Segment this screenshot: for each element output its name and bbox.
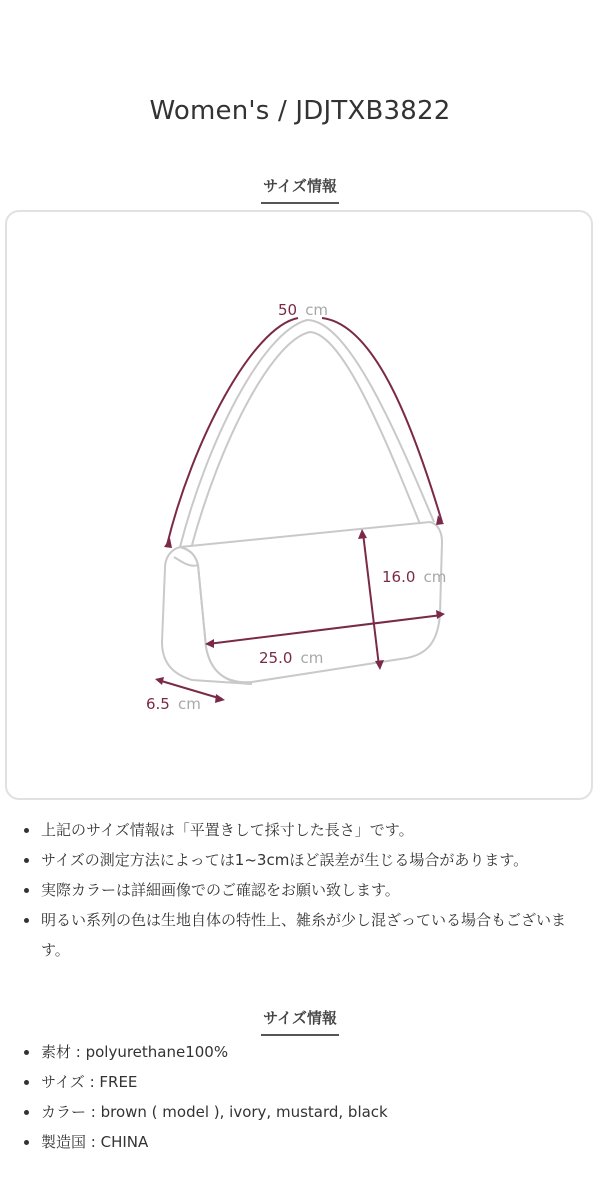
depth-value: 6.5 — [146, 695, 170, 713]
height-measure-line — [363, 533, 379, 666]
depth-measure-label — [146, 694, 201, 713]
strap-value: 50 — [278, 301, 298, 319]
bag-body-side — [162, 547, 252, 684]
size-notes-list — [22, 815, 592, 965]
strap-measure-label — [278, 300, 328, 319]
width-value: 25.0 — [259, 649, 293, 667]
width-measure-line — [208, 615, 442, 644]
list-item: 上記のサイズ情報は「平置きして採寸した長さ」です。 — [22, 815, 592, 845]
size-item: サイズ : FREE — [22, 1067, 592, 1097]
depth-measure-arrow-left — [155, 677, 164, 685]
material-item: 素材 : polyurethane100% — [22, 1037, 592, 1067]
page-title: Women's / JDJTXB3822 — [149, 96, 451, 126]
color-item: カラー : brown ( model ), ivory, mustard, black — [22, 1097, 592, 1127]
width-unit: cm — [300, 649, 324, 667]
strap-unit: cm — [305, 301, 329, 319]
bag-handle-outer — [180, 320, 434, 547]
depth-measure-arrow-right — [215, 694, 225, 703]
height-measure-label — [382, 567, 446, 586]
height-measure-arrow-top — [358, 529, 367, 539]
info-section-heading — [0, 1007, 600, 1036]
size-diagram-box — [5, 210, 593, 800]
size-section-heading-text: サイズ情報 — [261, 175, 339, 204]
width-measure-label — [259, 648, 323, 667]
list-item: サイズの測定方法によっては1~3cmほど誤差が生じる場合があります。 — [22, 845, 592, 875]
depth-unit: cm — [177, 695, 201, 713]
origin-item: 製造国 : CHINA — [22, 1127, 592, 1157]
product-info-list — [22, 1037, 592, 1157]
info-section-heading-text: サイズ情報 — [261, 1007, 339, 1036]
list-item: 実際カラーは詳細画像でのご確認をお願い致します。 — [22, 875, 592, 905]
height-unit: cm — [423, 568, 447, 586]
bag-handle-inner — [192, 332, 420, 545]
height-measure-arrow-bottom — [375, 660, 384, 670]
strap-measure-line — [167, 318, 442, 545]
height-value: 16.0 — [382, 568, 416, 586]
list-item: 明るい系列の色は生地自体の特性上、雑糸が少し混ざっている場合もございます。 — [22, 905, 592, 965]
